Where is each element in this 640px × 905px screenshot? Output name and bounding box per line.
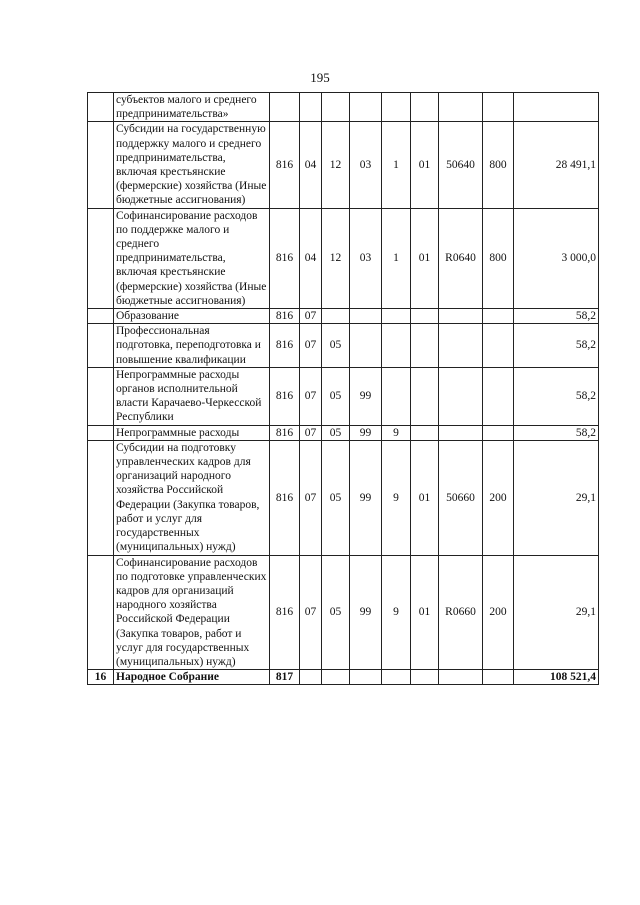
- grbs-code: [270, 93, 300, 122]
- row-number: [88, 324, 114, 368]
- subprogram-code: 9: [382, 425, 411, 440]
- subsection-code: 05: [322, 440, 350, 555]
- subsection-code: 05: [322, 555, 350, 670]
- table-row: [88, 670, 599, 685]
- grbs-code: 817: [270, 670, 300, 685]
- section-code: 07: [300, 440, 322, 555]
- subsection-code: 12: [322, 122, 350, 208]
- direction-code: R0660: [439, 555, 483, 670]
- subprogram-code: [382, 93, 411, 122]
- amount: 58,2: [514, 367, 599, 425]
- table-row: [88, 93, 599, 122]
- program-code: 99: [350, 367, 382, 425]
- row-name: Субсидии на подготовку управленческих кадров для организаций народного хозяйства Российской Федерации (Закупка товаров, работ и услуг для государственных (муниципальных) нужд): [114, 440, 270, 555]
- grbs-code: 816: [270, 440, 300, 555]
- grbs-code: 816: [270, 324, 300, 368]
- main-activity-code: [411, 670, 439, 685]
- main-activity-code: 01: [411, 208, 439, 308]
- main-activity-code: [411, 324, 439, 368]
- section-code: 07: [300, 324, 322, 368]
- main-activity-code: [411, 309, 439, 324]
- row-name: Народное Собрание: [114, 670, 270, 685]
- program-code: 99: [350, 440, 382, 555]
- row-name: Субсидии на государственную поддержку малого и среднего предпринимательства, включая крестьянские (фермерские) хозяйства (Иные бюджетные ассигнования): [114, 122, 270, 208]
- expense-type-code: [483, 367, 514, 425]
- table-row: [88, 208, 599, 308]
- row-name: Образование: [114, 309, 270, 324]
- grbs-code: 816: [270, 309, 300, 324]
- subprogram-code: [382, 324, 411, 368]
- program-code: 99: [350, 425, 382, 440]
- subprogram-code: 1: [382, 208, 411, 308]
- amount: 58,2: [514, 324, 599, 368]
- row-name: Непрограммные расходы: [114, 425, 270, 440]
- main-activity-code: [411, 367, 439, 425]
- program-code: 03: [350, 208, 382, 308]
- page-number: 195: [310, 70, 330, 85]
- expense-type-code: 800: [483, 122, 514, 208]
- grbs-code: 816: [270, 425, 300, 440]
- amount: 58,2: [514, 425, 599, 440]
- subprogram-code: 9: [382, 555, 411, 670]
- table-row: [88, 555, 599, 670]
- expense-type-code: 200: [483, 555, 514, 670]
- program-code: [350, 93, 382, 122]
- amount: [514, 93, 599, 122]
- budget-table: [87, 92, 599, 685]
- row-name: Непрограммные расходы органов исполнительной власти Карачаево-Черкесской Республики: [114, 367, 270, 425]
- grbs-code: 816: [270, 122, 300, 208]
- amount: 28 491,1: [514, 122, 599, 208]
- direction-code: 50640: [439, 122, 483, 208]
- row-number: [88, 93, 114, 122]
- subprogram-code: [382, 670, 411, 685]
- main-activity-code: [411, 425, 439, 440]
- expense-type-code: [483, 425, 514, 440]
- table-row: [88, 309, 599, 324]
- section-code: 04: [300, 122, 322, 208]
- amount: 108 521,4: [514, 670, 599, 685]
- row-number: [88, 208, 114, 308]
- row-number: [88, 309, 114, 324]
- main-activity-code: 01: [411, 555, 439, 670]
- subprogram-code: 9: [382, 440, 411, 555]
- expense-type-code: [483, 309, 514, 324]
- expense-type-code: [483, 324, 514, 368]
- section-code: 04: [300, 208, 322, 308]
- grbs-code: 816: [270, 367, 300, 425]
- row-number: 16: [88, 670, 114, 685]
- program-code: 99: [350, 555, 382, 670]
- subsection-code: [322, 309, 350, 324]
- section-code: [300, 670, 322, 685]
- row-name: Софинансирование расходов по подготовке управленческих кадров для организаций народного хозяйства Российской Федерации (Закупка товаров, работ и услуг для государственных (муниципальных) нужд): [114, 555, 270, 670]
- main-activity-code: 01: [411, 122, 439, 208]
- expense-type-code: 800: [483, 208, 514, 308]
- subprogram-code: [382, 309, 411, 324]
- expense-type-code: [483, 670, 514, 685]
- direction-code: [439, 670, 483, 685]
- table-row: [88, 440, 599, 555]
- row-number: [88, 440, 114, 555]
- subsection-code: [322, 93, 350, 122]
- section-code: 07: [300, 425, 322, 440]
- table-row: [88, 425, 599, 440]
- table-body: [88, 93, 599, 685]
- row-number: [88, 122, 114, 208]
- row-name: субъектов малого и среднего предпринимательства»: [114, 93, 270, 122]
- grbs-code: 816: [270, 555, 300, 670]
- section-code: 07: [300, 555, 322, 670]
- subprogram-code: [382, 367, 411, 425]
- program-code: 03: [350, 122, 382, 208]
- subprogram-code: 1: [382, 122, 411, 208]
- amount: 29,1: [514, 440, 599, 555]
- row-number: [88, 367, 114, 425]
- subsection-code: [322, 670, 350, 685]
- direction-code: 50660: [439, 440, 483, 555]
- amount: 3 000,0: [514, 208, 599, 308]
- section-code: 07: [300, 367, 322, 425]
- row-name: Профессиональная подготовка, переподготовка и повышение квалификации: [114, 324, 270, 368]
- table-row: [88, 324, 599, 368]
- program-code: [350, 324, 382, 368]
- main-activity-code: 01: [411, 440, 439, 555]
- row-name: Софинансирование расходов по поддержке малого и среднего предпринимательства, включая крестьянские (фермерские) хозяйства (Иные бюджетные ассигнования): [114, 208, 270, 308]
- direction-code: [439, 367, 483, 425]
- program-code: [350, 670, 382, 685]
- subsection-code: 05: [322, 367, 350, 425]
- direction-code: [439, 425, 483, 440]
- subsection-code: 05: [322, 425, 350, 440]
- subsection-code: 12: [322, 208, 350, 308]
- subsection-code: 05: [322, 324, 350, 368]
- program-code: [350, 309, 382, 324]
- section-code: 07: [300, 309, 322, 324]
- grbs-code: 816: [270, 208, 300, 308]
- section-code: [300, 93, 322, 122]
- amount: 29,1: [514, 555, 599, 670]
- table-row: [88, 367, 599, 425]
- row-number: [88, 425, 114, 440]
- row-number: [88, 555, 114, 670]
- direction-code: [439, 93, 483, 122]
- amount: 58,2: [514, 309, 599, 324]
- table-row: [88, 122, 599, 208]
- direction-code: [439, 309, 483, 324]
- direction-code: R0640: [439, 208, 483, 308]
- expense-type-code: [483, 93, 514, 122]
- main-activity-code: [411, 93, 439, 122]
- expense-type-code: 200: [483, 440, 514, 555]
- direction-code: [439, 324, 483, 368]
